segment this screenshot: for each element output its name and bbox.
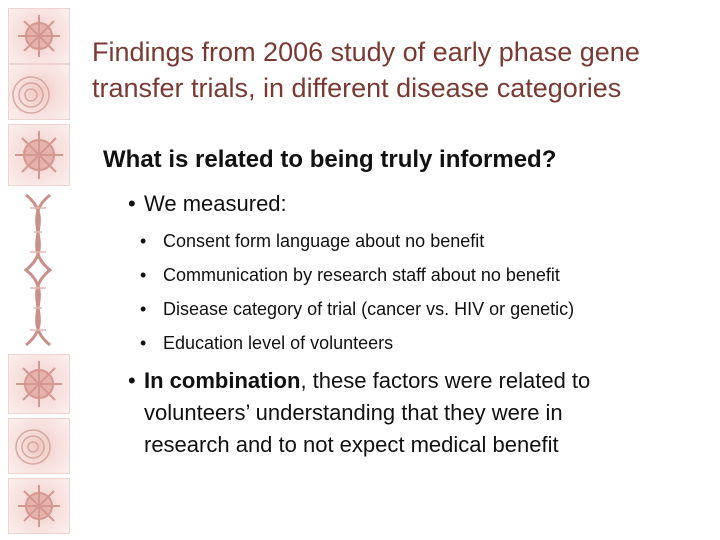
sub-bullet-text: Disease category of trial (cancer vs. HIV or genetic) — [163, 299, 575, 319]
bullet-marker: • — [140, 299, 147, 319]
bullet-line — [144, 365, 684, 397]
bullet-line: research and to not expect medical benefit — [144, 432, 559, 457]
title-line: Findings from 2006 study of early phase gene — [92, 37, 640, 67]
virus-icon — [8, 8, 70, 64]
virus-icon — [8, 418, 70, 474]
virus-icon — [8, 64, 70, 120]
bold-phrase: In combination — [144, 368, 301, 393]
bullet-text — [144, 365, 684, 461]
bullet-marker: • — [128, 191, 136, 216]
sub-bullet-text: Education level of volunteers — [163, 333, 394, 353]
decorative-side-strip — [0, 0, 80, 540]
virus-icon — [8, 354, 70, 414]
slide-title — [92, 34, 702, 106]
virus-icon — [8, 124, 70, 186]
bullet-marker: • — [140, 265, 147, 285]
bullet-marker: • — [140, 231, 147, 251]
bullet-marker: • — [128, 368, 136, 393]
sub-bullet-text: Consent form language about no benefit — [163, 231, 485, 251]
virus-icon — [8, 478, 70, 534]
section-heading: What is related to being truly informed? — [103, 146, 557, 173]
bullet-line: volunteers’ understanding that they were in — [144, 400, 563, 425]
dna-helix-icon — [8, 190, 68, 350]
bullet-line-rest: , these factors were related to — [300, 368, 591, 393]
bullet-text: We measured: — [144, 191, 287, 216]
bullet-marker: • — [140, 333, 147, 353]
sub-bullet-text: Communication by research staff about no benefit — [163, 265, 560, 285]
title-line: transfer trials, in different disease categories — [92, 73, 622, 103]
